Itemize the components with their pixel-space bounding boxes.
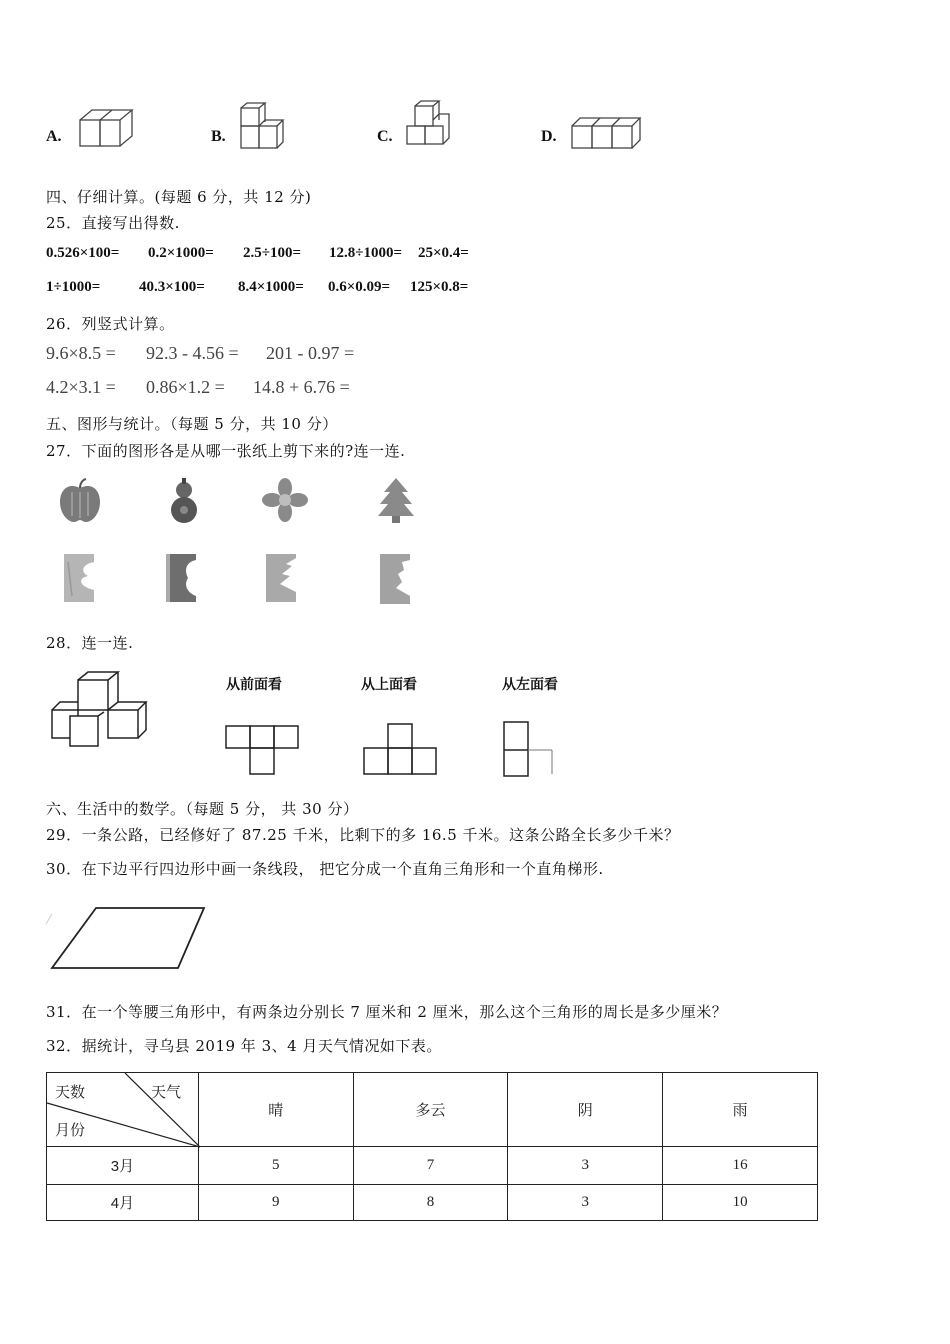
folded-paper-3 (264, 552, 300, 604)
q25-title: 25．直接写出得数. (46, 214, 180, 232)
q25-item: 0.2×1000= (148, 245, 214, 261)
q28-title: 28．连一连. (46, 634, 134, 652)
table-cell: 5 (198, 1147, 353, 1185)
option-a-label[interactable]: A. (46, 128, 62, 145)
q32-text: 32．据统计，寻乌县 2019 年 3、4 月天气情况如下表。 (46, 1037, 442, 1055)
gourd-icon (164, 476, 204, 524)
table-cell: 9 (198, 1185, 353, 1221)
table-month-cell: 3月 (47, 1147, 199, 1185)
q25-item: 2.5÷100= (243, 245, 302, 261)
table-row (47, 1185, 818, 1221)
table-cell: 10 (663, 1185, 818, 1221)
table-month-cell: 4月 (47, 1185, 199, 1221)
q31-text: 31．在一个等腰三角形中，有两条边分别长 7 厘米和 2 厘米，那么这个三角形的周长是多少厘米？ (46, 1003, 728, 1021)
parallelogram-figure (46, 896, 216, 976)
section-5-heading: 五、图形与统计。（每题 5 分，共 10 分） (46, 415, 338, 433)
tree-icon (376, 476, 416, 524)
apple-icon (58, 478, 102, 524)
flower-icon (262, 478, 308, 522)
option-a-cubes (78, 104, 142, 154)
table-corner-cell (47, 1073, 199, 1147)
option-c-label[interactable]: C. (377, 128, 393, 145)
q25-item: 8.4×1000= (238, 279, 304, 295)
folded-paper-1 (62, 552, 98, 604)
view-label-top: 从上面看 (361, 677, 417, 693)
table-cell: 8 (353, 1185, 508, 1221)
folded-paper-2 (164, 552, 200, 604)
q25-item: 25×0.4= (418, 245, 469, 261)
q25-item: 0.526×100= (46, 245, 120, 261)
option-d-label[interactable]: D. (541, 128, 557, 145)
table-cell: 7 (353, 1147, 508, 1185)
q26-item: 92.3 - 4.56 = (146, 343, 239, 363)
option-b-label[interactable]: B. (211, 128, 226, 145)
table-header: 多云 (353, 1073, 508, 1147)
weather-table (46, 1072, 818, 1221)
q25-item: 125×0.8= (410, 279, 469, 295)
table-header: 阴 (508, 1073, 663, 1147)
q30-text: 30．在下边平行四边形中画一条线段， 把它分成一个直角三角形和一个直角梯形. (46, 860, 604, 878)
corner-right-label: 天气 (151, 1084, 182, 1101)
view-label-left: 从左面看 (502, 677, 558, 693)
table-cell: 3 (508, 1147, 663, 1185)
option-b-cubes (239, 102, 293, 154)
table-cell: 3 (508, 1185, 663, 1221)
front-view-grid (224, 722, 304, 778)
option-d-cubes (570, 112, 640, 152)
q29-text: 29．一条公路，已经修好了 87.25 千米，比剩下的多 16.5 千米。这条公路全长多少千米？ (46, 826, 680, 844)
q26-item: 201 - 0.97 = (266, 343, 355, 363)
table-header: 晴 (198, 1073, 353, 1147)
q25-item: 0.6×0.09= (328, 279, 391, 295)
section-6-heading: 六、生活中的数学。（每题 5 分， 共 30 分） (46, 800, 359, 818)
q26-item: 0.86×1.2 = (146, 377, 225, 397)
q26-item: 9.6×8.5 = (46, 343, 116, 363)
q25-item: 12.8÷1000= (329, 245, 403, 261)
q26-item: 4.2×3.1 = (46, 377, 116, 397)
section-4-heading: 四、仔细计算。(每题 6 分，共 12 分) (46, 188, 312, 206)
table-row (47, 1147, 818, 1185)
table-cell: 16 (663, 1147, 818, 1185)
left-view-grid (500, 718, 560, 780)
stacked-cubes-figure (48, 668, 156, 750)
corner-top-label: 天数 (55, 1084, 86, 1101)
q25-item: 40.3×100= (139, 279, 205, 295)
folded-paper-4 (378, 552, 414, 604)
top-view-grid (362, 722, 442, 778)
corner-bottom-label: 月份 (55, 1122, 86, 1139)
q26-item: 14.8 + 6.76 = (253, 377, 350, 397)
view-label-front: 从前面看 (226, 677, 282, 693)
q25-item: 1÷1000= (46, 279, 101, 295)
table-header: 雨 (663, 1073, 818, 1147)
option-c-cubes (405, 98, 457, 152)
q27-title: 27．下面的图形各是从哪一张纸上剪下来的?连一连. (46, 442, 406, 460)
q26-title: 26．列竖式计算。 (46, 315, 175, 333)
